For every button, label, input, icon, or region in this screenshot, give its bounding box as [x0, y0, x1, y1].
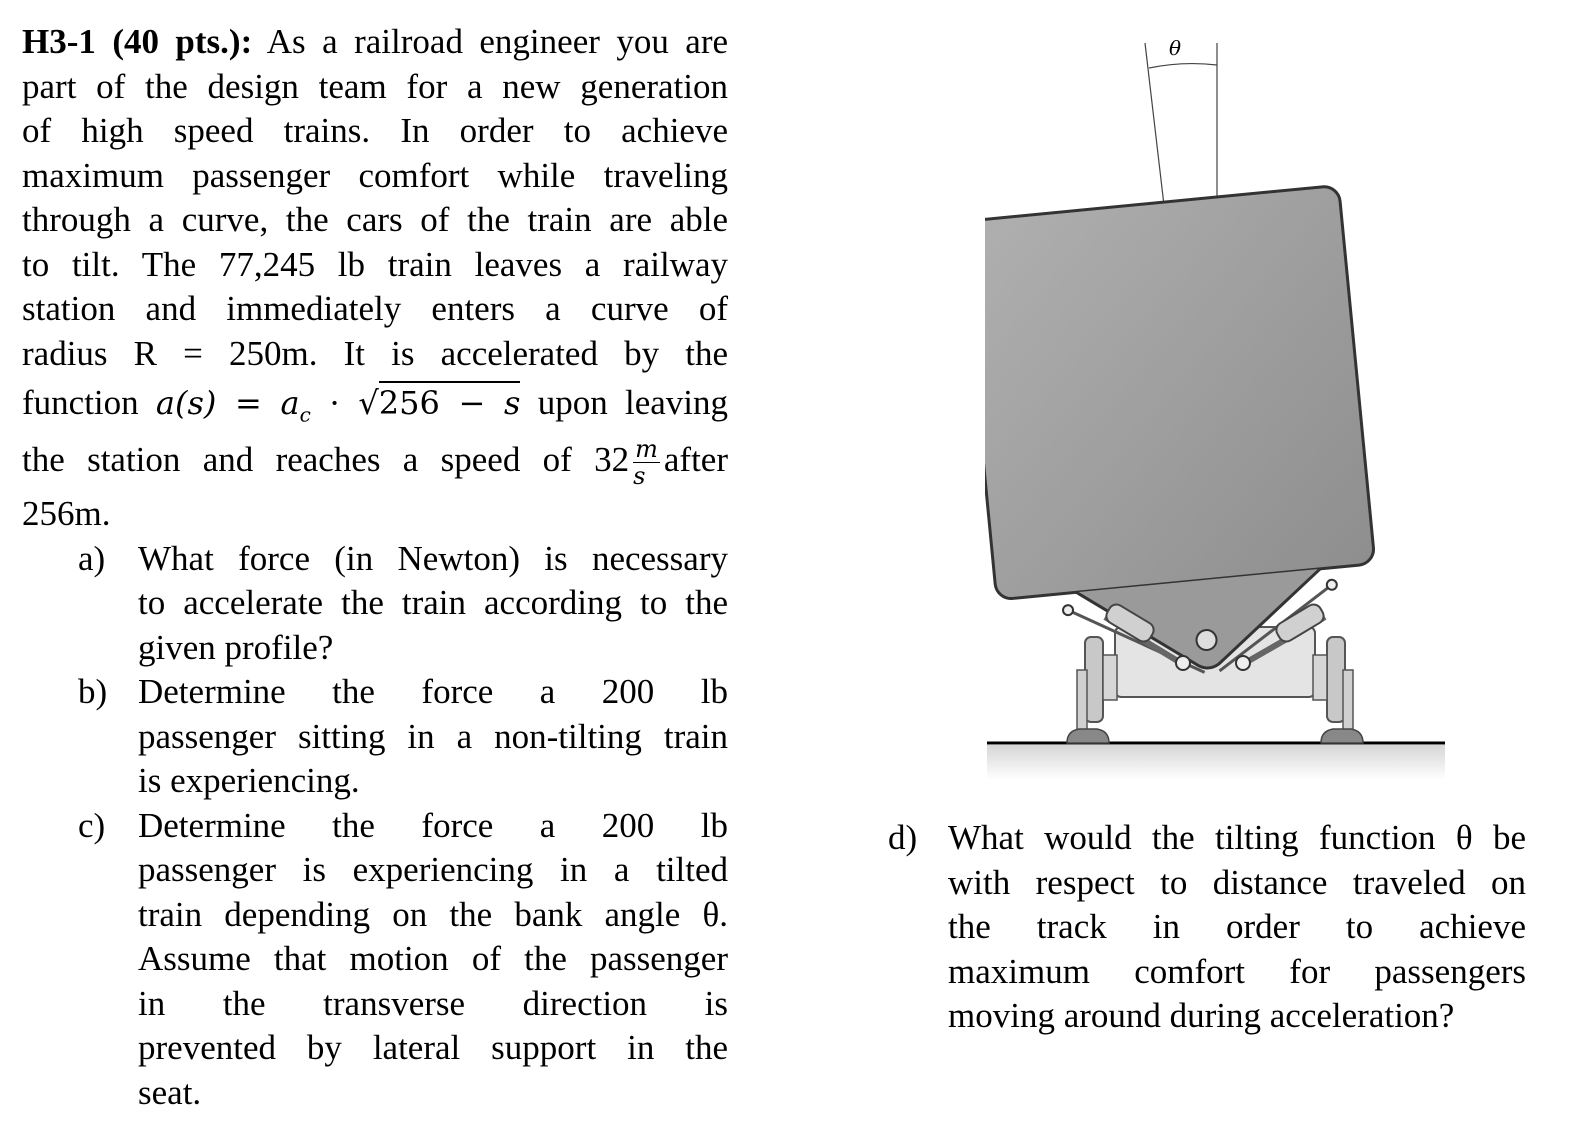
right-axle: [1313, 655, 1327, 700]
theta-arc: [1149, 64, 1217, 68]
function-line: function $a(s) = a_c \cdot √256 - s$ upon leaving: [22, 383, 729, 427]
question-c-label: c): [78, 805, 106, 845]
left-axle: [1103, 655, 1117, 700]
right-wheel-hub: [1343, 670, 1353, 730]
right-joint: [1326, 579, 1337, 590]
intro-line-4: maximum passenger comfort while traveling: [22, 155, 728, 195]
problem-statement: [22, 20, 728, 1115]
pivot-joint: [1196, 629, 1218, 651]
left-joint: [1063, 605, 1074, 616]
distance-line: 256m.: [22, 494, 111, 533]
speed-line: the station and reaches a speed of 32 $\frac{m}{s}$ after: [22, 435, 728, 491]
intro-line-3: of high speed trains. In order to achieve: [22, 111, 728, 150]
problem-heading: H3-1 (40 pts.):: [22, 22, 253, 61]
intro-line-7: station and immediately enters a curve of: [22, 289, 728, 328]
ground-shadow: [987, 745, 1445, 780]
question-c: c) Determine the force a 200 lb passenger is experiencing in a tilted train depending on the bank angle θ. Assume that motion of the passenger in the transverse direction is prevented by lateral support in the seat.: [78, 805, 728, 1112]
question-d-label: d): [888, 818, 918, 857]
left-rail: [1067, 729, 1109, 743]
intro-line-8: radius R = 250m. It is accelerated by the: [22, 333, 728, 373]
car-body: [985, 185, 1375, 600]
intro-line-6: to tilt. The 77,245 lb train leaves a railway: [22, 244, 728, 284]
speed-unit-fraction: $\frac{m}{s}$: [633, 435, 658, 491]
question-b: b) Determine the force a 200 lb passenger sitting in a non-tilting train is experiencing.: [78, 672, 728, 800]
question-b-label: b): [78, 672, 108, 711]
question-d: d) What would the tilting function θ be with respect to distance traveled on the track in order to achieve maximum comfort for passengers moving around during acceleration?: [888, 818, 1526, 1035]
acceleration-function: $a(s) = a_c \cdot √256 - s$: [156, 384, 521, 422]
intro-line-1: H3-1 (40 pts.): As a railroad engineer you are: [22, 22, 729, 61]
tilting-train-figure: [985, 35, 1450, 780]
question-a: a) What force (in Newton) is necessary to accelerate the train according to the given profile?: [78, 538, 728, 667]
theta-label: θ: [1168, 36, 1182, 60]
intro-line-5: through a curve, the cars of the train are able: [22, 200, 728, 239]
question-a-label: a): [78, 538, 106, 578]
left-wheel-hub: [1077, 670, 1087, 730]
right-rail: [1321, 729, 1363, 743]
intro-line-2: part of the design team for a new generation: [22, 66, 728, 106]
